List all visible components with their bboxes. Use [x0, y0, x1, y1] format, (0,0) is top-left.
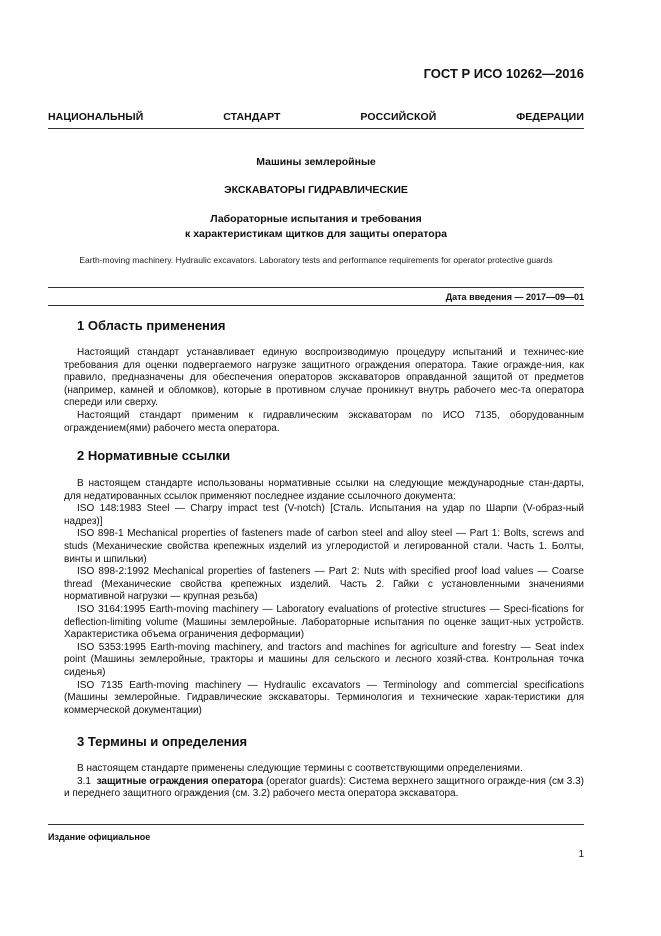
title-line-3b: к характеристикам щитков для защиты оператора — [185, 228, 447, 240]
reference-item: ISO 898-1 Mechanical properties of fasteners made of carbon steel and alloy steel — Part 1: Bolts, screws and studs (Механические свойства крепежных изделий из углеродистой и легированной стали. Часть 1. Болты, винты и шпильки) — [64, 528, 584, 565]
national-standard-banner — [48, 111, 584, 123]
paragraph: Настоящий стандарт устанавливает единую воспроизводимую процедуру испытаний и техничес-кие требования для оценки подвергаемого нагрузке защитного ограждения оператора. Такие огражде-ния, как правило, предназначены для обеспечения операторов экскаваторов оправданной защитой от предметов (например, камней и обломков), которые в противном случае проникнут внутрь рабочего мес-та оператора спереди или сверху. — [64, 347, 584, 409]
official-edition: Издание официальное — [48, 832, 151, 842]
paragraph: В настоящем стандарте применены следующие термины с соответствующими определениями. — [77, 763, 523, 774]
document-id: ГОСТ Р ИСО 10262—2016 — [423, 66, 584, 81]
title-line-2: ЭКСКАВАТОРЫ ГИДРАВЛИЧЕСКИЕ — [224, 184, 408, 196]
reference-item: ISO 148:1983 Steel — Charpy impact test (V-notch) [Сталь. Испытания на удар по Шарпи (V-образ-ный надрез)] — [64, 503, 584, 527]
term-definition: (operator guards): Система верхнего защитного огражде-ния (см 3.3) и переднего защитного ограждения (см. 3.2) рабочего места оператора экскаватора. — [64, 775, 584, 800]
introduction-date: Дата введения — 2017—09—01 — [445, 292, 584, 302]
reference-item: ISO 5353:1995 Earth-moving machinery, and tractors and machines for agriculture and forestry — Seat index point (Машины землеройные, тракторы и машины для сельского и лесного хозяй-ства. Контрольная точка сиденья) — [64, 641, 584, 678]
reference-item: ISO 7135 Earth-moving machinery — Hydraulic excavators — Terminology and commercial specifications (Машины землеройные. Гидравлические экскаваторы. Терминология и технические харак-теристики для коммерческой документации) — [64, 679, 584, 716]
term: защитные ограждения оператора — [96, 775, 264, 787]
paragraph: В настоящем стандарте использованы нормативные ссылки на следующие международные стан-дарты, для недатированных ссылок применяют последнее издание ссылочного документа: — [64, 478, 584, 502]
divider — [48, 128, 584, 129]
section-2-body — [64, 478, 584, 717]
title-line-3a: Лабораторные испытания и требования — [210, 213, 422, 225]
section-2-heading: 2 Нормативные ссылки — [77, 448, 231, 463]
title-line-1: Машины землеройные — [256, 156, 376, 168]
section-1-heading: 1 Область применения — [77, 318, 226, 333]
english-title: Earth-moving machinery. Hydraulic excavators. Laboratory tests and performance requirements for operator protective guards — [79, 255, 553, 265]
definition-3-1 — [64, 776, 584, 801]
divider — [48, 287, 584, 288]
banner-word: СТАНДАРТ — [223, 111, 281, 123]
title-line-3 — [48, 212, 584, 242]
section-3-heading: 3 Термины и определения — [77, 734, 248, 749]
section-1-body — [64, 347, 584, 435]
reference-item: ISO 898-2:1992 Mechanical properties of fasteners — Part 2: Nuts with specified proof load values — Coarse thread (Механические свойства крепежных изделий. Часть 2. Гайки с установленными значениями нормативной нагрузки — крупная резьба) — [64, 566, 584, 603]
reference-item: ISO 3164:1995 Earth-moving machinery — Laboratory evaluations of protective structures — Speci-fications for deflection-limiting volume (Машины землеройные. Лабораторные испытания по оценке защит-ных устройств. Характеристика объема ограничения деформации) — [64, 603, 584, 641]
banner-word: ФЕДЕРАЦИИ — [516, 111, 584, 123]
term-number: 3.1 — [77, 775, 91, 787]
divider — [48, 824, 584, 825]
banner-word: НАЦИОНАЛЬНЫЙ — [48, 111, 144, 123]
section-3-body — [64, 763, 584, 801]
divider — [48, 305, 584, 306]
paragraph: Настоящий стандарт применим к гидравлическим экскаваторам по ИСО 7135, оборудованным ограждением(ями) рабочего места оператора. — [64, 409, 584, 434]
page-number: 1 — [578, 849, 584, 860]
banner-word: РОССИЙСКОЙ — [360, 111, 437, 123]
